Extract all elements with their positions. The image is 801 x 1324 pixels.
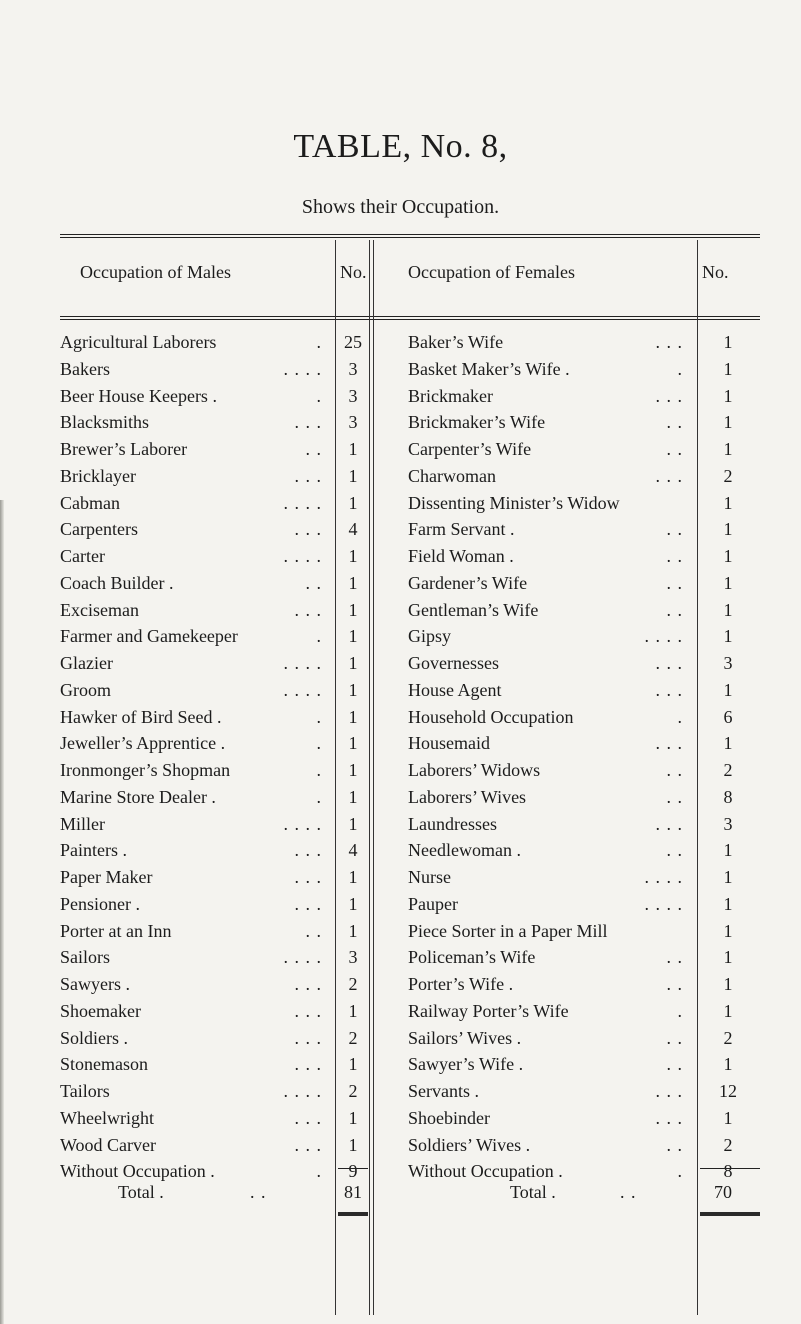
female-leader-dots: . . (666, 1054, 683, 1074)
female-occupation-cell: Basket Maker’s Wife . (408, 359, 570, 379)
table-row (0, 598, 801, 622)
female-count-cell: 1 (723, 1054, 733, 1074)
female-count-cell: 1 (723, 626, 733, 646)
female-leader-dots: . . . (655, 733, 683, 753)
female-occupation-cell: Brickmaker’s Wife (408, 412, 546, 432)
female-occupation-cell: Sawyer’s Wife . (408, 1054, 524, 1074)
table-row (0, 517, 801, 541)
female-count-cell: 1 (723, 921, 733, 941)
male-occupation-cell: Agricultural Laborers (60, 332, 217, 352)
female-occupation-cell: Charwoman (408, 466, 496, 486)
female-occupation-cell: Gipsy (408, 626, 452, 646)
female-count-cell: 2 (723, 466, 733, 486)
male-leader-dots: . . . (294, 600, 322, 620)
female-count-cell: 1 (723, 359, 733, 379)
female-leader-dots: . . . . (644, 894, 683, 914)
male-count-cell: 3 (348, 947, 358, 967)
male-count-cell: 1 (348, 573, 358, 593)
male-count-cell: 1 (348, 680, 358, 700)
female-total-value: 70 (714, 1182, 732, 1202)
male-leader-dots: . . . (294, 1028, 322, 1048)
female-count-cell: 1 (723, 412, 733, 432)
female-leader-dots: . . (666, 760, 683, 780)
female-occupation-cell: Gardener’s Wife (408, 573, 528, 593)
table-row (0, 437, 801, 461)
male-occupation-cell: Without Occupation . (60, 1161, 215, 1181)
female-leader-dots: . . (666, 412, 683, 432)
male-occupation-cell: Marine Store Dealer . (60, 787, 216, 807)
male-leader-dots: . . . (294, 1001, 322, 1021)
female-leader-dots: . . (666, 573, 683, 593)
female-count-cell: 1 (723, 332, 733, 352)
male-count-cell: 1 (348, 760, 358, 780)
male-occupation-cell: Jeweller’s Apprentice . (60, 733, 226, 753)
table-row (0, 1026, 801, 1050)
female-count-cell: 1 (723, 840, 733, 860)
male-occupation-cell: Beer House Keepers . (60, 386, 217, 406)
header-female-occupation: Occupation of Females (408, 262, 575, 282)
table-row (0, 544, 801, 568)
male-count-cell: 1 (348, 1001, 358, 1021)
totals-row (0, 1180, 801, 1204)
female-count-cell: 1 (723, 1001, 733, 1021)
male-leader-dots: . . . . (283, 814, 322, 834)
table-row (0, 865, 801, 889)
female-count-cell: 1 (723, 867, 733, 887)
female-occupation-cell: Railway Porter’s Wife (408, 1001, 569, 1021)
table-top-rule-2 (60, 237, 760, 238)
female-total-dots: . . (620, 1182, 637, 1202)
male-leader-dots: . (316, 626, 322, 646)
male-total-dots: . . (250, 1182, 267, 1202)
male-count-cell: 1 (348, 466, 358, 486)
male-count-cell: 1 (348, 546, 358, 566)
table-row (0, 1079, 801, 1103)
table-row (0, 785, 801, 809)
male-occupation-cell: Wheelwright (60, 1108, 154, 1128)
female-leader-dots: . . (666, 546, 683, 566)
header-male-occupation: Occupation of Males (80, 262, 231, 282)
male-leader-dots: . . . (294, 840, 322, 860)
female-leader-dots: . (677, 1001, 683, 1021)
male-leader-dots: . . (305, 921, 322, 941)
female-count-cell: 1 (723, 519, 733, 539)
male-occupation-cell: Brewer’s Laborer (60, 439, 188, 459)
female-count-cell: 2 (723, 760, 733, 780)
female-leader-dots: . . (666, 600, 683, 620)
female-count-cell: 2 (723, 1135, 733, 1155)
male-leader-dots: . (316, 760, 322, 780)
male-leader-dots: . (316, 332, 322, 352)
male-leader-dots: . . . . (283, 359, 322, 379)
female-leader-dots: . (677, 359, 683, 379)
male-count-cell: 1 (348, 439, 358, 459)
table-row (0, 1106, 801, 1130)
female-occupation-cell: Nurse (408, 867, 451, 887)
table-row (0, 1052, 801, 1076)
male-count-cell: 3 (348, 412, 358, 432)
male-leader-dots: . . . (294, 1135, 322, 1155)
female-leader-dots: . . . . (644, 867, 683, 887)
female-leader-dots: . . . (655, 814, 683, 834)
male-leader-dots: . . . . (283, 1081, 322, 1101)
male-leader-dots: . . . (294, 519, 322, 539)
male-leader-dots: . (316, 733, 322, 753)
female-occupation-cell: Field Woman . (408, 546, 514, 566)
male-count-cell: 2 (348, 1081, 358, 1101)
table-row (0, 705, 801, 729)
female-count-cell: 1 (723, 546, 733, 566)
female-count-cell: 1 (723, 974, 733, 994)
female-count-cell: 8 (723, 787, 733, 807)
female-leader-dots: . . . (655, 386, 683, 406)
male-occupation-cell: Sailors (60, 947, 111, 967)
female-occupation-cell: Carpenter’s Wife (408, 439, 532, 459)
header-rule-2 (60, 319, 760, 320)
female-leader-dots: . . . (655, 1108, 683, 1128)
male-leader-dots: . (316, 707, 322, 727)
male-leader-dots: . . . (294, 466, 322, 486)
female-count-cell: 1 (723, 1108, 733, 1128)
male-occupation-cell: Carpenters (60, 519, 138, 539)
table-row (0, 651, 801, 675)
table-row (0, 624, 801, 648)
male-count-cell: 2 (348, 1028, 358, 1048)
female-occupation-cell: Brickmaker (408, 386, 493, 406)
female-occupation-cell: Laborers’ Wives (408, 787, 527, 807)
female-count-cell: 3 (723, 653, 733, 673)
male-leader-dots: . . . (294, 1108, 322, 1128)
female-count-cell: 2 (723, 1028, 733, 1048)
table-row (0, 972, 801, 996)
table-row (0, 919, 801, 943)
table-row (0, 330, 801, 354)
male-count-cell: 1 (348, 787, 358, 807)
male-occupation-cell: Paper Maker (60, 867, 153, 887)
male-count-cell: 1 (348, 707, 358, 727)
male-occupation-cell: Bricklayer (60, 466, 136, 486)
female-count-cell: 1 (723, 680, 733, 700)
page-title: TABLE, No. 8, (293, 128, 508, 165)
male-leader-dots: . (316, 1161, 322, 1181)
female-leader-dots: . . . (655, 466, 683, 486)
female-leader-dots: . (677, 1161, 683, 1181)
male-total-value: 81 (344, 1182, 362, 1202)
male-leader-dots: . . . (294, 867, 322, 887)
female-leader-dots: . (677, 707, 683, 727)
female-occupation-cell: Housemaid (408, 733, 490, 753)
female-leader-dots: . . (666, 974, 683, 994)
female-occupation-cell: Laundresses (408, 814, 497, 834)
female-bottom-bar (700, 1212, 760, 1216)
male-leader-dots: . . . . (283, 493, 322, 513)
male-occupation-cell: Soldiers . (60, 1028, 129, 1048)
page-subtitle: Shows their Occupation. (301, 196, 500, 218)
male-count-cell: 1 (348, 1135, 358, 1155)
male-occupation-cell: Shoemaker (60, 1001, 141, 1021)
table-row (0, 384, 801, 408)
female-count-cell: 6 (723, 707, 733, 727)
male-occupation-cell: Wood Carver (60, 1135, 157, 1155)
male-count-cell: 1 (348, 814, 358, 834)
male-count-cell: 1 (348, 733, 358, 753)
female-occupation-cell: Gentleman’s Wife (408, 600, 539, 620)
header-rule (60, 316, 760, 317)
female-count-cell: 1 (723, 493, 733, 513)
female-occupation-cell: Dissenting Minister’s Widow (408, 493, 620, 513)
female-leader-dots: . . (666, 439, 683, 459)
female-count-cell: 3 (723, 814, 733, 834)
female-count-cell: 1 (723, 573, 733, 593)
female-leader-dots: . . . (655, 680, 683, 700)
table-row (0, 812, 801, 836)
female-occupation-cell: Servants . (408, 1081, 479, 1101)
table-row (0, 357, 801, 381)
female-occupation-cell: Shoebinder (408, 1108, 490, 1128)
male-leader-dots: . (316, 787, 322, 807)
male-count-cell: 9 (348, 1161, 358, 1181)
table-row (0, 945, 801, 969)
male-occupation-cell: Painters . (60, 840, 127, 860)
male-total-rule (338, 1168, 368, 1169)
male-occupation-cell: Cabman (60, 493, 120, 513)
male-occupation-cell: Bakers (60, 359, 110, 379)
female-leader-dots: . . (666, 1135, 683, 1155)
female-occupation-cell: House Agent (408, 680, 502, 700)
male-occupation-cell: Porter at an Inn (60, 921, 172, 941)
male-count-cell: 1 (348, 1108, 358, 1128)
table-row (0, 410, 801, 434)
male-count-cell: 1 (348, 493, 358, 513)
female-occupation-cell: Piece Sorter in a Paper Mill (408, 921, 608, 941)
table-row (0, 464, 801, 488)
male-count-cell: 4 (348, 840, 358, 860)
header-female-no: No. (702, 262, 729, 282)
female-total-rule (700, 1168, 760, 1169)
male-count-cell: 25 (344, 332, 362, 352)
female-leader-dots: . . . (655, 1081, 683, 1101)
table-row (0, 758, 801, 782)
female-occupation-cell: Sailors’ Wives . (408, 1028, 522, 1048)
male-count-cell: 3 (348, 359, 358, 379)
female-occupation-cell: Baker’s Wife (408, 332, 504, 352)
female-count-cell: 1 (723, 894, 733, 914)
male-count-cell: 4 (348, 519, 358, 539)
male-count-cell: 1 (348, 600, 358, 620)
female-occupation-cell: Porter’s Wife . (408, 974, 514, 994)
male-occupation-cell: Stonemason (60, 1054, 148, 1074)
male-occupation-cell: Pensioner . (60, 894, 140, 914)
male-count-cell: 1 (348, 1054, 358, 1074)
male-count-cell: 1 (348, 867, 358, 887)
female-leader-dots: . . (666, 947, 683, 967)
male-leader-dots: . . . (294, 412, 322, 432)
male-occupation-cell: Carter (60, 546, 105, 566)
female-occupation-cell: Policeman’s Wife (408, 947, 536, 967)
male-occupation-cell: Tailors (60, 1081, 110, 1101)
table-row (0, 678, 801, 702)
male-leader-dots: . (316, 386, 322, 406)
table-row (0, 731, 801, 755)
female-occupation-cell: Governesses (408, 653, 499, 673)
male-leader-dots: . . . . (283, 546, 322, 566)
table-top-rule (60, 234, 760, 235)
male-count-cell: 1 (348, 626, 358, 646)
male-occupation-cell: Groom (60, 680, 111, 700)
male-count-cell: 2 (348, 974, 358, 994)
female-occupation-cell: Laborers’ Widows (408, 760, 541, 780)
female-occupation-cell: Needlewoman . (408, 840, 521, 860)
male-count-cell: 3 (348, 386, 358, 406)
male-leader-dots: . . . . (283, 680, 322, 700)
female-total-label: Total . (510, 1182, 556, 1202)
male-leader-dots: . . (305, 439, 322, 459)
male-occupation-cell: Miller (60, 814, 105, 834)
female-leader-dots: . . . (655, 653, 683, 673)
male-occupation-cell: Hawker of Bird Seed . (60, 707, 222, 727)
male-occupation-cell: Coach Builder . (60, 573, 174, 593)
female-occupation-cell: Household Occupation (408, 707, 574, 727)
table-row (0, 838, 801, 862)
male-leader-dots: . . . (294, 974, 322, 994)
male-total-label: Total . (118, 1182, 164, 1202)
female-count-cell: 12 (719, 1081, 737, 1101)
female-count-cell: 1 (723, 733, 733, 753)
female-leader-dots: . . (666, 519, 683, 539)
table-row (0, 1133, 801, 1157)
female-count-cell: 1 (723, 439, 733, 459)
male-leader-dots: . . . . (283, 653, 322, 673)
female-leader-dots: . . (666, 1028, 683, 1048)
female-occupation-cell: Farm Servant . (408, 519, 515, 539)
male-leader-dots: . . (305, 573, 322, 593)
female-count-cell: 1 (723, 600, 733, 620)
male-bottom-bar (338, 1212, 368, 1216)
female-leader-dots: . . . (655, 332, 683, 352)
male-leader-dots: . . . (294, 1054, 322, 1074)
table-row (0, 892, 801, 916)
male-occupation-cell: Farmer and Gamekeeper (60, 626, 238, 646)
table-row (0, 491, 801, 515)
male-count-cell: 1 (348, 653, 358, 673)
male-leader-dots: . . . . (283, 947, 322, 967)
female-leader-dots: . . (666, 840, 683, 860)
male-occupation-cell: Ironmonger’s Shopman (60, 760, 231, 780)
female-leader-dots: . . . . (644, 626, 683, 646)
female-count-cell: 8 (723, 1161, 733, 1181)
header-male-no: No. (340, 262, 367, 282)
male-occupation-cell: Blacksmiths (60, 412, 149, 432)
female-occupation-cell: Pauper (408, 894, 458, 914)
male-occupation-cell: Sawyers . (60, 974, 130, 994)
female-count-cell: 1 (723, 386, 733, 406)
male-occupation-cell: Exciseman (60, 600, 139, 620)
male-count-cell: 1 (348, 894, 358, 914)
female-count-cell: 1 (723, 947, 733, 967)
female-leader-dots: . . (666, 787, 683, 807)
table-row (0, 571, 801, 595)
male-occupation-cell: Glazier (60, 653, 113, 673)
male-leader-dots: . . . (294, 894, 322, 914)
female-occupation-cell: Soldiers’ Wives . (408, 1135, 531, 1155)
female-occupation-cell: Without Occupation . (408, 1161, 563, 1181)
male-count-cell: 1 (348, 921, 358, 941)
table-row (0, 999, 801, 1023)
